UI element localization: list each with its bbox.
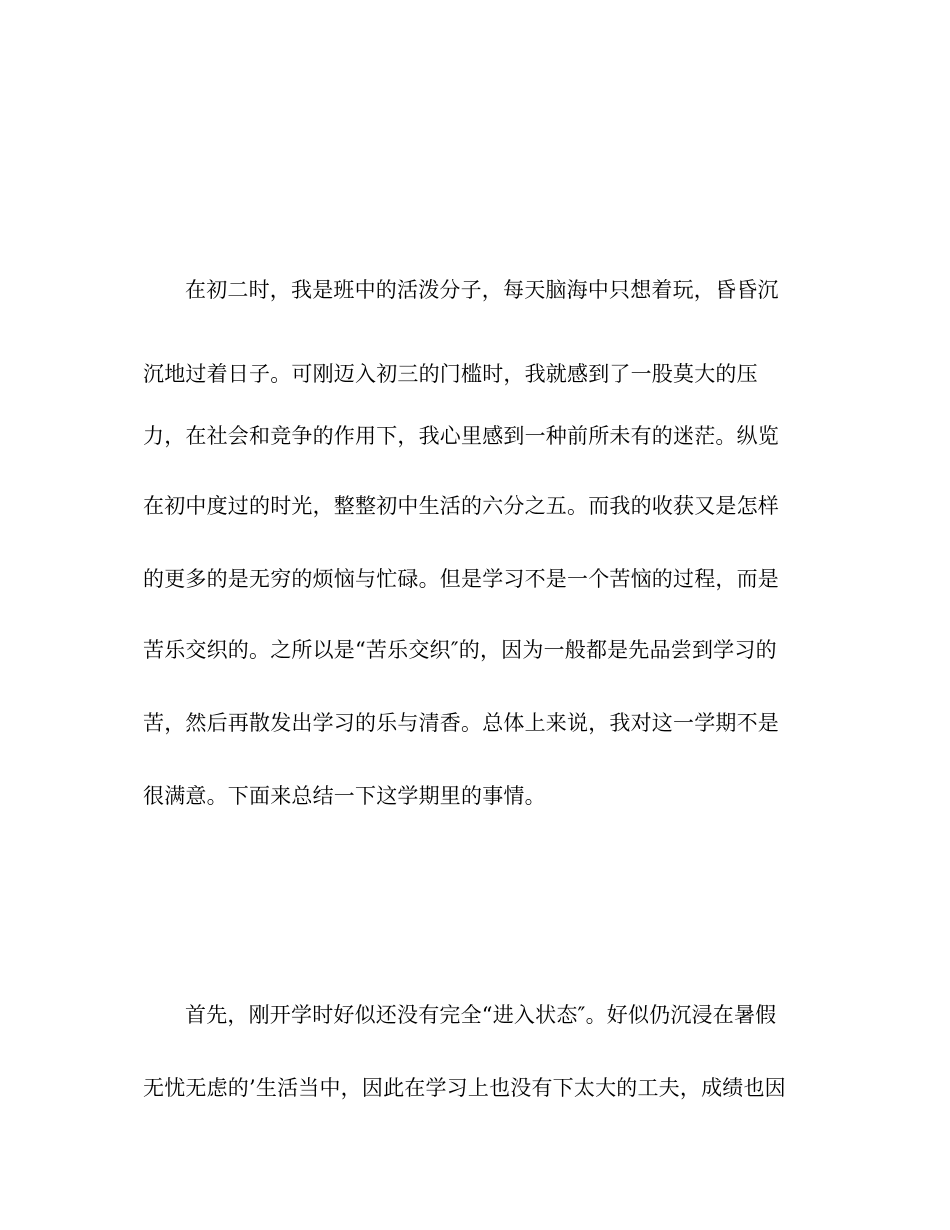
paragraph-line: 苦，然后再散发出学习的乐与清香。总体上来说，我对这一学期不是 [143, 711, 779, 735]
paragraph-line: 很满意。下面来总结一下这学期里的事情。 [143, 784, 546, 808]
paragraph-line: 无忧无虑的’生活当中，因此在学习上也没有下太大的工夫，成绩也因 [143, 1076, 786, 1100]
paragraph-line: 沉地过着日子。可刚迈入初三的门槛时，我就感到了一股莫大的压 [143, 362, 758, 386]
paragraph-line: 苦乐交织的。之所以是“苦乐交织″的，因为一般都是先品尝到学习的 [143, 638, 777, 662]
paragraph-line: 首先，刚开学时好似还没有完全“进入状态″。好似仍沉浸在暑假 [185, 1003, 777, 1027]
paragraph-line: 在初二时，我是班中的活泼分子，每天脑海中只想着玩，昏昏沉 [185, 278, 779, 302]
paragraph-line: 力，在社会和竞争的作用下，我心里感到一种前所未有的迷茫。纵览 [143, 424, 779, 448]
paragraph-line: 在初中度过的时光，整整初中生活的六分之五。而我的收获又是怎样 [143, 494, 779, 518]
paragraph-line: 的更多的是无穷的烦恼与忙碌。但是学习不是一个苦恼的过程，而是 [143, 567, 779, 591]
